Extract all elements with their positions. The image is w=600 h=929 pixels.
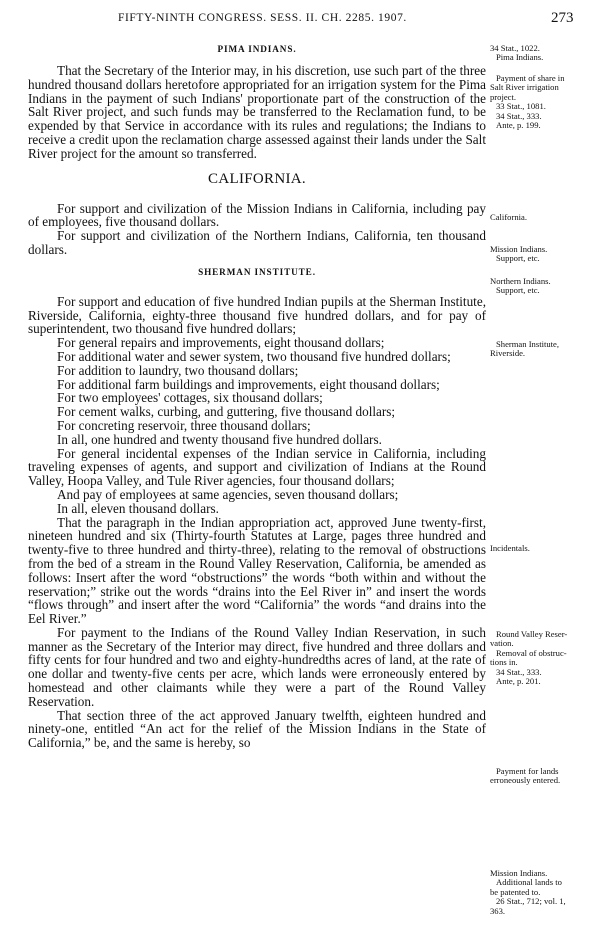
list-item: For additional water and sewer system, two thousand five hundred dollars; [57,348,451,364]
sherman-paragraph: For support and education of five hundred Indian pupils at the Sherman Institute, Riverside, California, eighty-three thousand five hundred dollars, and for pay of superintendent, two thousand five hundred dollars; [28,293,486,337]
mission-lands-paragraph: That section three of the act approved January twelfth, eighteen hundred and ninety-one, entitled “An act for the relief of the Mission Indians in the State of California,” be, and the same is hereby, so [28,707,486,751]
pima-heading: PIMA INDIANS. [217,44,297,54]
list-item: For additional farm buildings and improvements, eight thousand dollars; [57,376,440,392]
incidental-paragraph: For general incidental expenses of the Indian service in California, including traveling expenses of agents, and support and civilization of Indians at the Round Valley, Hoopa Valley, and Tule River agencies, four thousand dollars; [28,445,486,489]
list-item: In all, one hundred and twenty thousand five hundred dollars. [57,431,382,447]
mission-paragraph: For support and civilization of the Mission Indians in California, including pay of employees, five thousand dollars. [28,200,486,230]
margin-note-mission: Mission Indians. Support, etc. [490,244,548,264]
margin-note-payment: Payment for lands erroneously entered. [490,766,561,786]
margin-note-salt-river: Payment of share in Salt River irrigation project. 33 Stat., 1081. 34 Stat., 333. Ante, p. 199. [490,73,565,131]
margin-note-round-valley: Round Valley Reser- vation. Removal of obstruc- tions in. 34 Stat., 333. Ante, p. 201. [490,629,568,687]
margin-notes [490,0,598,929]
agency-pay-line: And pay of employees at same agencies, seven thousand dollars; [57,486,399,502]
agency-total-line: In all, eleven thousand dollars. [57,500,219,516]
pima-paragraph: That the Secretary of the Interior may, in his discretion, use such part of the three hundred thousand dollars heretofore appropriated for an irrigation system for the Pima Indians in the payment of such Indians' proportionate part of the construction of the Salt River project, and such funds may be transferred to the Reclamation fund, to be expended by that Service in accordance with its rules and regulations; the Indians to receive a credit upon the reclamation charge assessed against their lands under the Salt River project for the amount so transferred. [28,63,486,161]
margin-note-california: California. [490,212,527,222]
northern-paragraph: For support and civilization of the Northern Indians, California, ten thousand dollars. [28,228,486,257]
margin-note-pima: 34 Stat., 1022. Pima Indians. [490,43,544,63]
list-item: For general repairs and improvements, eight thousand dollars; [57,335,385,351]
margin-note-northern: Northern Indians. Support, etc. [490,276,551,296]
margin-note-mission-lands: Mission Indians. Additional lands to be patented to. 26 Stat., 712; vol. 1, 363. [490,868,566,916]
margin-note-incidentals: Incidentals. [490,543,530,553]
california-heading: CALIFORNIA. [208,170,306,187]
payment-paragraph: For payment to the Indians of the Round Valley Indian Reservation, in such manner as the Secretary of the Interior may direct, five hundred and three dollars and fifty cents for four hundred and two and eighty-hundredths acres of land, at the rate of one dollar and twenty-five cents per acre, which lands were erroneously entered by homestead and other claimants while they were a part of the Round Valley Reservation. [28,624,486,709]
running-head: FIFTY-NINTH CONGRESS. SESS. II. CH. 2285. 1907. [118,12,407,24]
list-item: For addition to laundry, two thousand dollars; [57,362,299,378]
sherman-heading: SHERMAN INSTITUTE. [198,266,316,277]
list-item: For cement walks, curbing, and guttering, five thousand dollars; [57,404,396,420]
list-item: For concreting reservoir, three thousand dollars; [57,417,311,433]
margin-note-sherman: Sherman Institute, Riverside. [490,339,560,359]
list-item: For two employees' cottages, six thousand dollars; [57,390,323,406]
round-valley-paragraph: That the paragraph in the Indian appropriation act, approved June twenty-first, nineteen hundred and six (Thirty-fourth Statutes at Large, pages three hundred and twenty-five to three hundred and thirty-three), relating to the removal of obstructions from the bed of a stream in the Round Valley Reservation, California, be amended as follows: Insert after the word “obstructions” the words “both within and without the reservation;” strike out the words “drains into the Eel River in” and insert the words “flows through” and insert after the word “California” the words “and drains into the Eel River.” [28,514,486,627]
main-text-column [28,44,486,750]
page-number: 273 [551,10,574,26]
